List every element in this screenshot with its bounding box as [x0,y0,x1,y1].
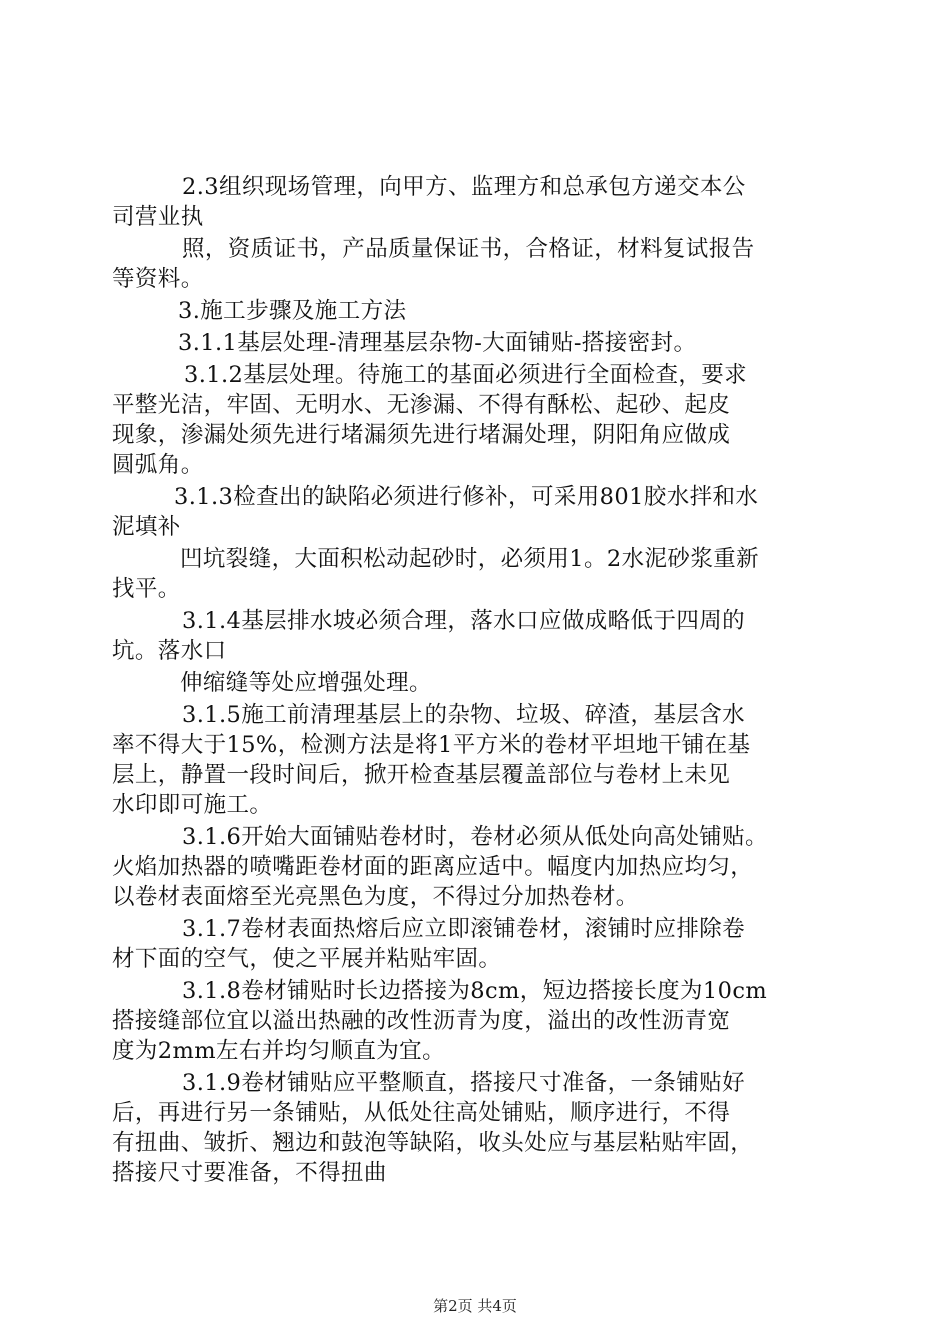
text-line: 圆弧角。 [112,452,204,478]
text-line: 3.1.6开始大面铺贴卷材时，卷材必须从低处向高处铺贴。 [182,824,768,850]
text-line: 凹坑裂缝，大面积松动起砂时，必须用1。2水泥砂浆重新 [180,546,760,572]
text-line: 照，资质证书，产品质量保证书，合格证，材料复试报告 [182,236,755,262]
text-line: 3.1.3检查出的缺陷必须进行修补，可采用801胶水拌和水 [174,484,759,510]
text-line: 等资料。 [112,266,204,292]
text-line: 有扭曲、皱折、翘边和鼓泡等缺陷，收头处应与基层粘贴牢固， [112,1130,754,1156]
text-line: 水印即可施工。 [112,792,273,818]
text-line: 层上，静置一段时间后，掀开检查基层覆盖部位与卷材上未见 [112,762,731,788]
text-line: 3.1.4基层排水坡必须合理，落水口应做成略低于四周的 [182,608,746,634]
text-line: 现象，渗漏处须先进行堵漏须先进行堵漏处理，阴阳角应做成 [112,422,731,448]
page-number-footer: 第2页 共4页 [433,1297,517,1315]
document-body [112,172,842,1188]
text-line: 2.3组织现场管理，向甲方、监理方和总承包方递交本公 [182,174,746,200]
text-line: 后，再进行另一条铺贴，从低处往高处铺贴，顺序进行，不得 [112,1100,731,1126]
text-line: 度为2mm左右并均匀顺直为宜。 [112,1038,445,1064]
text-line: 3.1.2基层处理。待施工的基面必须进行全面检查，要求 [184,362,748,388]
text-line: 搭接缝部位宜以溢出热融的改性沥青为度，溢出的改性沥青宽 [112,1008,731,1034]
text-line: 3.1.1基层处理-清理基层杂物-大面铺贴-搭接密封。 [178,330,697,356]
text-line: 火焰加热器的喷嘴距卷材面的距离应适中。幅度内加热应均匀， [112,854,754,880]
text-line: 泥填补 [112,514,181,540]
text-line: 3.1.8卷材铺贴时长边搭接为8cm，短边搭接长度为10cm [182,978,768,1004]
text-line: 3.1.9卷材铺贴应平整顺直，搭接尺寸准备，一条铺贴好 [182,1070,746,1096]
text-line: 3.1.5施工前清理基层上的杂物、垃圾、碎渣，基层含水 [182,702,746,728]
section-heading: 3.施工步骤及施工方法 [178,298,407,324]
text-line: 以卷材表面熔至光亮黑色为度，不得过分加热卷材。 [112,884,639,910]
text-line: 坑。落水口 [112,638,227,664]
text-line: 率不得大于15%，检测方法是将1平方米的卷材平坦地干铺在基 [112,732,751,758]
text-line: 司营业执 [112,204,204,230]
text-line: 平整光洁，牢固、无明水、无渗漏、不得有酥松、起砂、起皮 [112,392,731,418]
text-line: 搭接尺寸要准备，不得扭曲 [112,1160,387,1186]
text-line: 材下面的空气，使之平展并粘贴牢固。 [112,946,502,972]
text-line: 找平。 [112,576,181,602]
text-line: 3.1.7卷材表面热熔后应立即滚铺卷材，滚铺时应排除卷 [182,916,746,942]
text-line: 伸缩缝等处应增强处理。 [180,670,432,696]
